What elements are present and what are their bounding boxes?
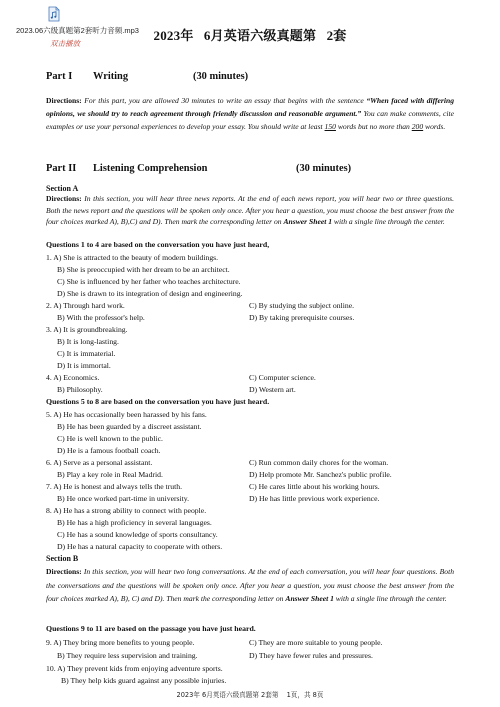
part2-time: (30 minutes)	[296, 163, 352, 174]
section-a-directions-end: with a single line through the center.	[332, 217, 445, 226]
part1-directions-text-4: words.	[423, 122, 446, 132]
option-line: B) He has a high proficiency in several languages.	[57, 518, 212, 527]
option-line: B) Play a key role in Real Madrid.	[57, 470, 163, 479]
part1-directions-label: Directions:	[46, 96, 82, 105]
audio-file-icon[interactable]	[47, 6, 61, 22]
option-line: 4. A) Economics.	[46, 373, 100, 382]
option-line: C) He is well known to the public.	[57, 434, 163, 443]
section-a-answer-sheet: Answer Sheet 1	[283, 217, 333, 226]
section-b-answer-sheet: Answer Sheet 1	[285, 594, 334, 604]
option-line: C) By studying the subject online.	[249, 301, 355, 310]
option-line: B) Philosophy.	[57, 385, 103, 394]
audio-play-link[interactable]: 双击播放	[50, 39, 80, 48]
option-line: C) They are more suitable to young people.	[249, 638, 383, 647]
page-footer	[0, 689, 500, 699]
option-line: D) It is immortal.	[57, 361, 111, 370]
document-title	[0, 25, 500, 44]
option-line: B) They help kids guard against any possible injuries.	[61, 676, 227, 685]
option-line: 9. A) They bring more benefits to young people.	[46, 638, 195, 647]
option-line: B) He once worked part-time in university.	[57, 494, 190, 503]
option-line: C) Run common daily chores for the woman.	[249, 458, 389, 467]
option-line: 10. A) They prevent kids from enjoying adventure sports.	[46, 664, 223, 673]
option-line: 5. A) He has occasionally been harassed by his fans.	[46, 410, 207, 419]
option-line: 7. A) He is honest and always tells the truth.	[46, 482, 183, 491]
part1-max-words: 200	[411, 122, 424, 132]
option-line: D) By taking prerequisite courses.	[249, 313, 355, 322]
title-set: 2套	[326, 28, 347, 43]
question-group-heading: Questions 9 to 11 are based on the passage you have just heard.	[46, 624, 256, 633]
title-month: 6月英语六级真题第	[203, 28, 317, 43]
part1-directions	[46, 94, 454, 134]
part1-essay-quote: “When faced with differing opinions, we should try to reach agreement through friendly discussion and reasonable argument.”	[46, 96, 455, 119]
section-b-directions-label: Directions:	[46, 567, 82, 576]
option-line: C) It is immaterial.	[57, 349, 116, 358]
option-line: C) She is influenced by her father who teaches architecture.	[57, 277, 241, 286]
option-line: B) With the professor's help.	[57, 313, 145, 322]
part2-name: Listening Comprehension	[93, 163, 208, 174]
part1-label: Part I	[46, 71, 73, 82]
option-line: B) She is preoccupied with her dream to be an architect.	[57, 265, 230, 274]
part1-directions-text-2: You can make comments, cite examples or use your personal experiences to develop your essay. You should write at least	[46, 109, 455, 132]
section-b-directions-text: In this section, you will hear two long conversations. At the end of each conversation, you will hear four questions. Both the conversations and the questions will be spoken only once. After you hear a question, you must choose the best answer from the four choices marked A), B), C) and D). Then mark the corresponding letter on	[46, 567, 454, 604]
part1-name: Writing	[93, 71, 129, 82]
section-a-directions-text: In this section, you will hear three news reports. At the end of each news report, you will hear two or three questions. Both the news report and the questions will be spoken only once. After you hear a question, you must choose the best answer from the four choices marked A), B),C) and D). Then mark the corresponding letter on	[46, 194, 454, 226]
part2-label: Part II	[46, 163, 77, 174]
title-year: 2023年	[153, 28, 194, 43]
part1-directions-text-3: words but no more than	[335, 122, 412, 132]
part1-time: (30 minutes)	[193, 71, 249, 82]
option-line: 3. A) It is groundbreaking.	[46, 325, 128, 334]
option-line: D) He has a natural capacity to cooperate with others.	[57, 542, 223, 551]
option-line: B) They require less supervision and training.	[57, 651, 198, 660]
option-line: D) He has little previous work experience.	[249, 494, 380, 503]
footer-page-number: 1页，共 8页	[286, 691, 324, 699]
option-line: D) Help promote Mr. Sanchez's public profile.	[249, 470, 392, 479]
footer-title: 2023年 6月英语六级真题第 2套第	[176, 691, 279, 699]
option-line: D) They have fewer rules and pressures.	[249, 651, 373, 660]
option-line: 1. A) She is attracted to the beauty of modern buildings.	[46, 253, 219, 262]
option-line: C) He has a sound knowledge of sports consultancy.	[57, 530, 218, 539]
part1-min-words: 150	[324, 122, 336, 132]
question-group-heading: Questions 5 to 8 are based on the conversation you have just heard.	[46, 397, 270, 406]
part1-directions-text-1: For this part, you are allowed 30 minutes to write an essay that begins with the sentence	[81, 96, 367, 105]
option-line: C) He cares little about his working hours.	[249, 482, 380, 491]
option-line: B) He has been guarded by a discreet assistant.	[57, 422, 202, 431]
section-b-directions-end: with a single line through the center.	[333, 594, 447, 604]
option-line: C) Computer science.	[249, 373, 316, 382]
section-a-directions	[46, 193, 454, 228]
option-line: D) She is drawn to its integration of design and engineering.	[57, 289, 243, 298]
option-line: D) Western art.	[249, 385, 296, 394]
option-line: 2. A) Through hard work.	[46, 301, 125, 310]
option-line: 6. A) Serve as a personal assistant.	[46, 458, 153, 467]
section-a-directions-label: Directions:	[46, 194, 82, 203]
section-b-directions	[46, 565, 454, 606]
section-b-heading: Section B	[46, 554, 79, 563]
option-line: 8. A) He has a strong ability to connect with people.	[46, 506, 207, 515]
question-group-heading: Questions 1 to 4 are based on the conversation you have just heard,	[46, 240, 270, 249]
audio-file-name[interactable]: 2023.06六级真题第2套听力音频.mp3	[16, 26, 139, 35]
section-a-heading: Section A	[46, 184, 79, 193]
option-line: B) It is long-lasting.	[57, 337, 119, 346]
option-line: D) He is a famous football coach.	[57, 446, 161, 455]
